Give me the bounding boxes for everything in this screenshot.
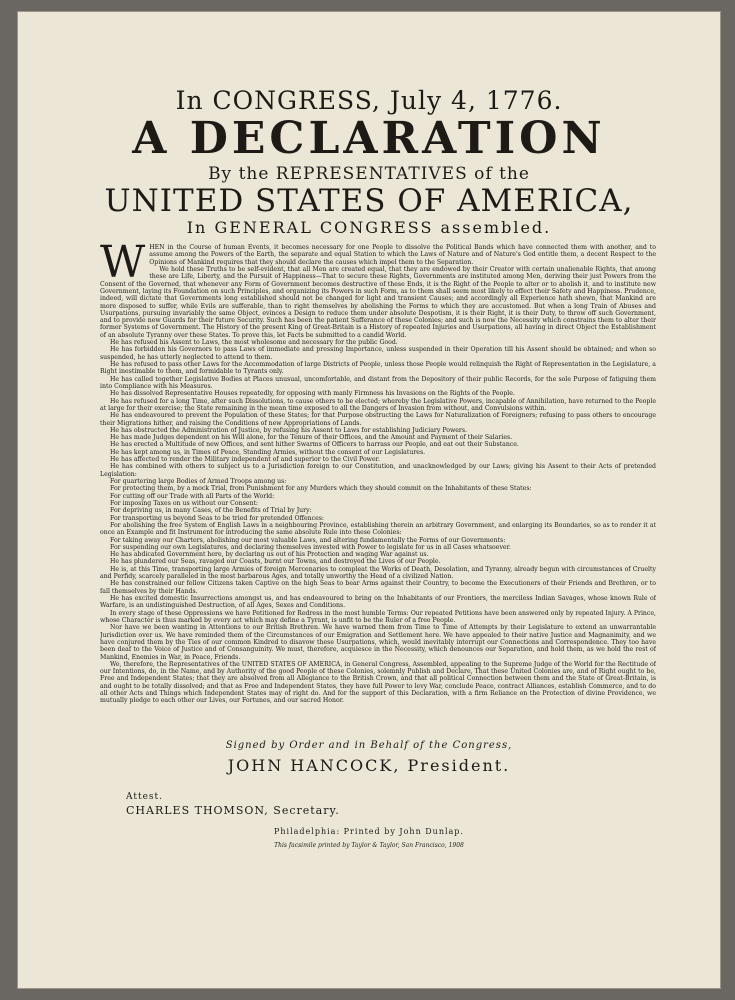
united-states-heading: UNITED STATES OF AMERICA, bbox=[104, 183, 634, 219]
body-paragraph: For taking away our Charters, abolishing our most valuable Laws, and altering fundamentally the Forms of our Governments: bbox=[110, 536, 506, 544]
body-paragraph: He has refused to pass other Laws for the Accommodation of large Districts of People, unless those People would relinquish the Right of Representation in the Legislature, a Right inestimable to them, and formidable to Tyrants only. bbox=[100, 361, 656, 376]
declaration-body bbox=[100, 244, 656, 706]
body-paragraph: We hold these Truths to be self-evident, that all Men are created equal, that they are endowed by their Creator with certain unalienable Rights, that among these are Life, Liberty, and the Pursuit of Happiness—That to secure these Rights, Governments are instituted among Men, deriving their just Powers from the Consent of the Governed, that whenever any Form of Government becomes destructive of these Ends, it is the Right of the People to alter or to abolish it, and to institute new Government, laying its Foundation on such Principles, and organizing its Powers in such Form, as to them shall seem most likely to effect their Safety and Happiness. Prudence, indeed, will dictate that Governments long established should not be changed for light and transient Causes; and accordingly all Experience hath shewn, that Mankind are more disposed to suffer, while Evils are sufferable, than to right themselves by abolishing the Forms to which they are accustomed. But when a long Train of Abuses and Usurpations, pursuing invariably the same Object, evinces a Design to reduce them under absolute Despotism, it is their Right, it is their Duty, to throw off such Government, and to provide new Guards for their future Security. Such has been the patient Sufferance of these Colonies; and such is now the Necessity which constrains them to alter their former Systems of Government. The History of the present King of Great-Britain is a History of repeated Injuries and Usurpations, all having in direct Object the Establishment of an absolute Tyranny over these States. To prove this, let Facts be submitted to a candid World. bbox=[100, 265, 656, 339]
body-paragraph: For quartering large Bodies of Armed Troops among us: bbox=[110, 478, 287, 485]
body-paragraph: For abolishing the free System of English Laws in a neighbouring Province, establishing therein an arbitrary Government, and enlarging its Boundaries, so as to render it at once an Example and fit Instrument for introducing the same absolute Rule into these Colonies: bbox=[100, 521, 656, 537]
paragraph-list bbox=[100, 244, 656, 705]
thomson-secretary-line: CHARLES THOMSON, Secretary. bbox=[126, 804, 340, 817]
body-paragraph: He has refused for a long Time, after such Dissolutions, to cause others to be elected; whereby the Legislative Powers, incapable of Annihilation, have returned to the People at large for their exercise; the State remaining in the mean time exposed to all the Dangers of Invasion from without, and Convulsions within. bbox=[100, 397, 656, 412]
broadside-sheet bbox=[18, 12, 720, 988]
body-paragraph: He has endeavoured to prevent the Population of these States; for that Purpose obstructing the Laws for Naturalization of Foreigners; refusing to pass others to encourage their Migrations hither, and raising the Conditions of new Appropriations of Lands. bbox=[100, 412, 656, 427]
congress-date-heading: In CONGRESS, July 4, 1776. bbox=[175, 86, 563, 115]
body-paragraph: In every stage of these Oppressions we have Petitioned for Redress in the most humble Terms: Our repeated Petitions have been answered only by repeated Injury. A Prince, whose Character is thus marked by every act which may define a Tyrant, is unfit to be the Ruler of a free People. bbox=[100, 609, 656, 624]
body-paragraph: HEN in the Course of human Events, it becomes necessary for one People to dissolve the Political Bands which have connected them with another, and to assume among the Powers of the Earth, the separate and equal Station to which the Laws of Nature and of Nature's God entitle them, a decent Respect to the Opinions of Mankind requires that they should declare the causes which impel them to the Separation. bbox=[149, 244, 656, 266]
body-paragraph: He is, at this Time, transporting large Armies of foreign Mercenaries to compleat the Works of Death, Desolation, and Tyranny, already begun with circumstances of Cruelty and Perfidy, scarcely paralleled in the most barbarous Ages, and totally unworthy the Head of a civilized Nation. bbox=[100, 565, 656, 581]
body-paragraph: He has affected to render the Military independent of and superior to the Civil Power. bbox=[110, 456, 380, 464]
body-paragraph: He has erected a Multitude of new Offices, and sent hither Swarms of Officers to harrass our People, and eat out their Substance. bbox=[110, 441, 519, 449]
body-paragraph: He has forbidden his Governors to pass Laws of immediate and pressing Importance, unless suspended in their Operation till his Assent should be obtained; and when so suspended, he has utterly neglected to attend to them. bbox=[100, 346, 656, 361]
body-paragraph: Nor have we been wanting in Attentions to our British Brethren. We have warned them from Time to Time of Attempts by their Legislature to extend an unwarrantable Jurisdiction over us. We have reminded them of the Circumstances of our Emigration and Settlement here. We have appealed to their native Justice and Magnanimity, and we have conjured them by the Ties of our common Kindred to disavow these Usurpations, which, would inevitably interrupt our Connections and Correspondence. They too have been deaf to the Voice of Justice and of Consanguinity. We must, therefore, acquiesce in the Necessity, which denounces our Separation, and hold them, as we hold the rest of Mankind, Enemies in War, in Peace, Friends. bbox=[100, 624, 656, 661]
general-congress-line: In GENERAL CONGRESS assembled. bbox=[186, 218, 552, 237]
declaration-title: A DECLARATION bbox=[132, 113, 606, 164]
body-paragraph: He has obstructed the Administration of Justice, by refusing his Assent to Laws for establishing Judiciary Powers. bbox=[110, 426, 468, 434]
body-paragraph: He has plundered our Seas, ravaged our Coasts, burnt our Towns, and destroyed the Lives of our People. bbox=[110, 558, 441, 566]
body-paragraph: For cutting off our Trade with all Parts of the World: bbox=[110, 492, 275, 500]
body-paragraph: He has called together Legislative Bodies at Places unusual, uncomfortable, and distant from the Depository of their public Records, for the sole Purpose of fatiguing them into Compliance with his Measures. bbox=[100, 375, 656, 390]
representatives-line: By the REPRESENTATIVES of the bbox=[208, 164, 530, 184]
printer-imprint: Philadelphia: Printed by John Dunlap. bbox=[274, 827, 464, 836]
hancock-signature-line: JOHN HANCOCK, President. bbox=[227, 756, 511, 775]
body-paragraph: For depriving us, in many Cases, of the Benefits of Trial by Jury: bbox=[110, 507, 312, 515]
signed-by-line: Signed by Order and in Behalf of the Congress, bbox=[225, 740, 513, 751]
body-paragraph: He has combined with others to subject us to a Jurisdiction foreign to our Constitution, and unacknowledged by our Laws; giving his Assent to their Acts of pretended Legislation: bbox=[100, 463, 656, 478]
body-paragraph: For protecting them, by a mock Trial, from Punishment for any Murders which they should commit on the Inhabitants of these States: bbox=[110, 485, 532, 493]
body-paragraph: He has made Judges dependent on his Will alone, for the Tenure of their Offices, and the Amount and Payment of their Salaries. bbox=[110, 434, 513, 442]
facsimile-note: This facsimile printed by Taylor & Taylor, San Francisco, 1908 bbox=[274, 842, 464, 849]
body-paragraph: He has excited domestic Insurrections amongst us, and has endeavoured to bring on the Inhabitants of our Frontiers, the merciless Indian Savages, whose known Rule of Warfare, is an undistinguished Destruction, of all Ages, Sexes and Conditions. bbox=[100, 595, 656, 610]
body-paragraph: He has refused his Assent to Laws, the most wholesome and necessary for the public Good. bbox=[110, 339, 398, 347]
body-paragraph: We, therefore, the Representatives of the UNITED STATES OF AMERICA, in General Congress, Assembled, appealing to the Supreme Judge of the World for the Rectitude of our Intentions, do, in the Name, and by Authority of the good People of these Colonies, solemnly Publish and Declare, That these United Colonies are, and of Right ought to be, Free and Independent States; that they are absolved from all Allegiance to the British Crown, and that all political Connection between them and the State of Great-Britain, is and ought to be totally dissolved; and that as Free and Independent States, they have full Power to levy War, conclude Peace, contract Alliances, establish Commerce, and to do all other Acts and Things which Independent States may of right do. And for the support of this Declaration, with a firm Reliance on the Protection of divine Providence, we mutually pledge to each other our Lives, our Fortunes, and our sacred Honor. bbox=[100, 660, 656, 705]
body-paragraph: He has dissolved Representative Houses repeatedly, for opposing with manly Firmness his Invasions on the Rights of the People. bbox=[110, 390, 515, 398]
body-paragraph: He has kept among us, in Times of Peace, Standing Armies, without the consent of our Legislatures. bbox=[110, 448, 426, 456]
body-paragraph: He has constrained our fellow Citizens taken Captive on the high Seas to bear Arms against their Country, to become the Executioners of their Friends and Brethren, or to fall themselves by their Hands. bbox=[100, 580, 656, 595]
attest-label: Attest. bbox=[126, 792, 163, 802]
body-paragraph: For suspending our own Legislatures, and declaring themselves invested with Power to legislate for us in all Cases whatsoever. bbox=[110, 543, 511, 551]
body-paragraph: For imposing Taxes on us without our Consent: bbox=[110, 499, 259, 507]
body-paragraph: He has abdicated Government here, by declaring us out of his Protection and waging War against us. bbox=[110, 551, 429, 559]
body-paragraph: For transporting us beyond Seas to be tried for pretended Offences: bbox=[110, 514, 325, 522]
drop-cap: W bbox=[100, 244, 146, 288]
